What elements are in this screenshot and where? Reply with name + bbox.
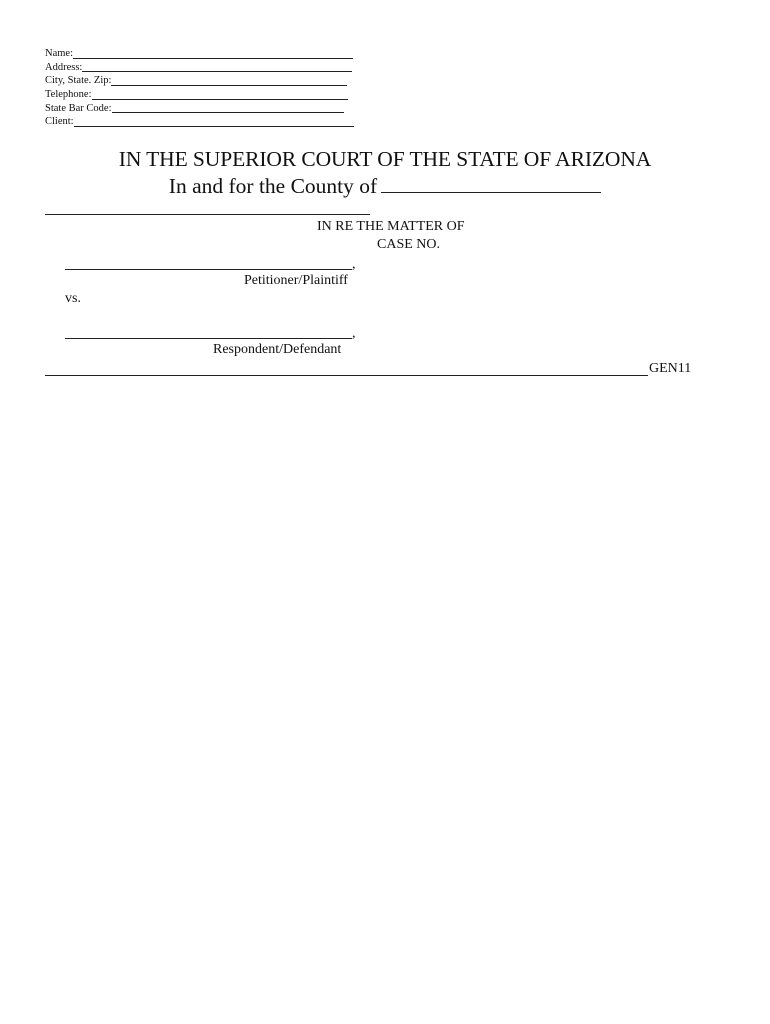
city-state-zip-field[interactable] — [45, 74, 365, 88]
county-line — [0, 174, 770, 199]
telephone-label: Telephone: — [45, 89, 92, 101]
caption-bottom-rule — [45, 375, 648, 376]
city-state-zip-blank[interactable] — [111, 76, 347, 86]
client-field[interactable] — [45, 115, 365, 129]
telephone-field[interactable] — [45, 88, 365, 102]
petitioner-label: Petitioner/Plaintiff — [244, 273, 348, 288]
county-prefix: In and for the County of — [168, 174, 378, 198]
caption-top-rule — [45, 214, 370, 215]
name-blank[interactable] — [73, 49, 353, 59]
state-bar-code-field[interactable] — [45, 102, 365, 116]
respondent-name-blank[interactable] — [65, 338, 352, 339]
court-title: IN THE SUPERIOR COURT OF THE STATE OF ARIZONA — [118, 147, 652, 171]
party-info-block — [45, 47, 365, 129]
form-code: GEN11 — [649, 361, 692, 376]
county-blank[interactable] — [381, 174, 601, 193]
in-re-matter-label: IN RE THE MATTER OF — [317, 219, 465, 234]
respondent-label: Respondent/Defendant — [213, 342, 342, 357]
address-field[interactable] — [45, 61, 365, 75]
petitioner-name-blank[interactable] — [65, 269, 352, 270]
telephone-blank[interactable] — [92, 90, 348, 100]
state-bar-code-blank[interactable] — [112, 103, 344, 113]
client-label: Client: — [45, 116, 74, 128]
address-blank[interactable] — [82, 62, 352, 72]
state-bar-code-label: State Bar Code: — [45, 102, 112, 114]
versus-label: vs. — [65, 291, 81, 306]
respondent-comma: , — [352, 326, 356, 341]
petitioner-comma: , — [352, 257, 356, 272]
address-label: Address: — [45, 61, 83, 73]
name-label: Name: — [45, 47, 73, 59]
city-state-zip-label: City, State. Zip: — [45, 75, 112, 87]
client-blank[interactable] — [74, 117, 354, 127]
name-field[interactable] — [45, 47, 365, 61]
case-no-label: CASE NO. — [377, 237, 441, 252]
